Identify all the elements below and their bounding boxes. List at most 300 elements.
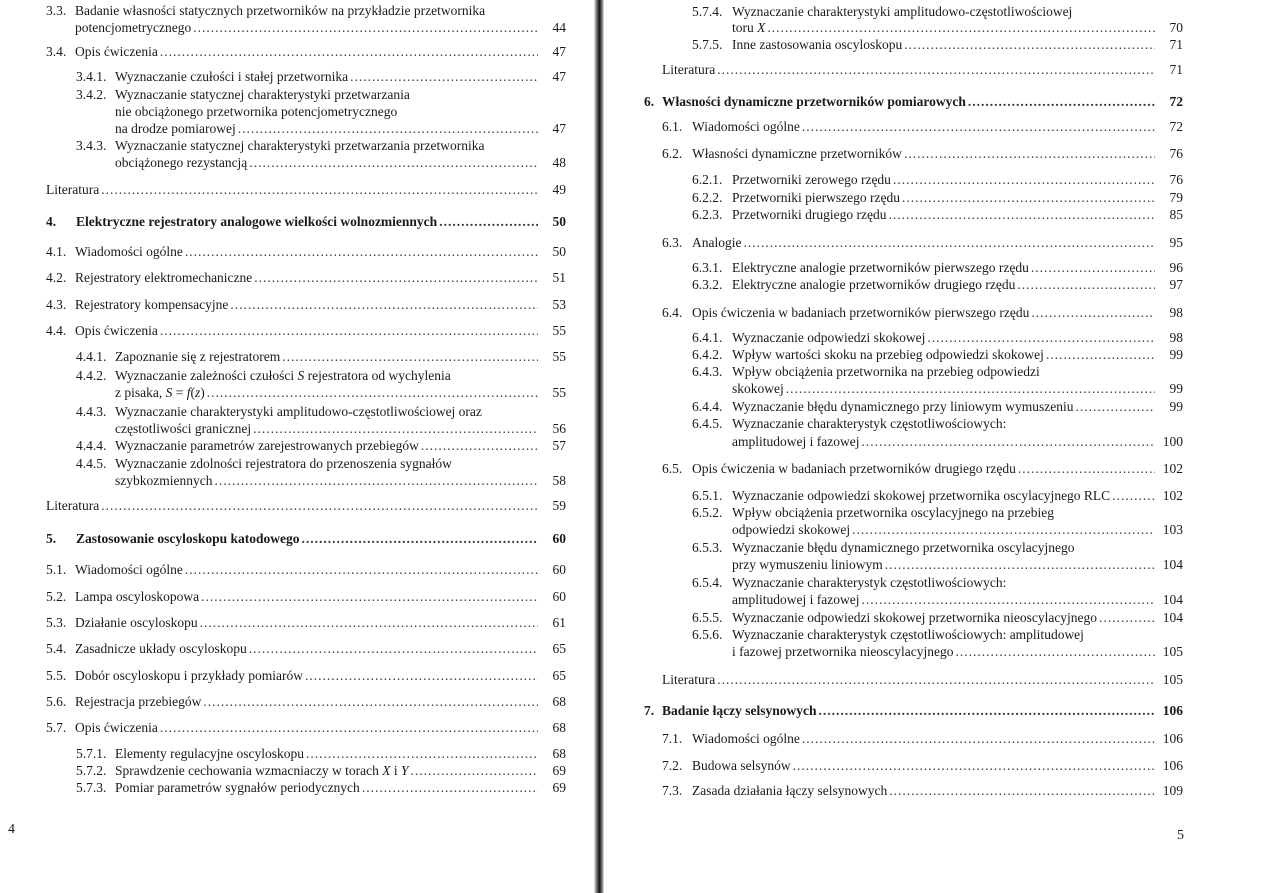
toc-entry-6-1-number: 6.1. [662,119,683,134]
toc-entry-6-3-title: Analogie [692,235,742,250]
toc-entry-5-3-title: Działanie oscyloskopu [75,615,198,630]
toc-entry-4-page: 50 [552,214,566,229]
toc-entry-4-4-1-page: 55 [552,349,566,364]
toc-entry-5-7-4-page: 70 [1169,20,1183,35]
toc-entry-5-2-title: Lampa oscyloskopowa [75,589,200,604]
dot-leader [350,69,538,85]
toc-entry-3-4-3-text-line: Wyznaczanie statycznej charakterystyki przetwarzania przetwornika 3.4.3. [76,138,485,153]
toc-entry-4-4-2-page: 55 [552,385,566,400]
toc-entry-6-5-2[interactable] [732,522,1183,538]
toc-entry-6-4-page: 98 [1169,305,1183,320]
toc-entry-5-7-number: 5.7. [46,720,67,735]
toc-entry-4-1-title: Wiadomości ogólne [75,244,183,259]
toc-entry-6-2-3[interactable] [692,207,1183,223]
dot-leader [1112,488,1155,504]
toc-entry-6-2-2-number: 6.2.2. [692,190,723,205]
dot-leader [282,349,538,365]
dot-leader [1017,277,1155,293]
toc-entry-literatura[interactable] [46,498,566,514]
toc-entry-literatura-page: 49 [552,182,566,197]
toc-entry-4-4-2[interactable] [115,385,566,401]
toc-entry-4-4-1-number: 4.4.1. [76,349,107,364]
dot-leader [185,562,538,578]
toc-entry-6-2-1-number: 6.2.1. [692,172,723,187]
toc-entry-5-2-number: 5.2. [46,589,67,604]
toc-entry-6-5-6-text-line: Wyznaczanie charakterystyk częstotliwościowych: amplitudowej 6.5.6. [692,627,1084,642]
dot-leader [193,20,538,36]
toc-entry-6-2-1-title: Przetworniki zerowego rzędu [732,172,891,187]
left-page [0,0,594,893]
toc-entry-4-4-1[interactable] [76,349,566,365]
toc-entry-6-2-2-title: Przetworniki pierwszego rzędu [732,190,900,205]
toc-entry-6-5-3-page: 104 [1162,557,1183,572]
dot-leader [203,694,538,710]
dot-leader [1031,305,1155,321]
dot-leader [160,720,538,736]
toc-entry-6-5-6-page: 105 [1162,644,1183,659]
toc-entry-6-4-2-page: 99 [1169,347,1183,362]
toc-entry-6-4-5-page: 100 [1162,434,1183,449]
toc-entry-7-1[interactable] [662,731,1183,747]
toc-entry-7-1-title: Wiadomości ogólne [692,731,800,746]
dot-leader [1046,347,1155,363]
dot-leader [302,531,538,547]
toc-entry-6-5-4[interactable] [732,592,1183,608]
toc-entry-6-4-3-title: skokowej [732,381,784,396]
toc-entry-5-1-page: 60 [552,562,566,577]
toc-entry-6-2-2-page: 79 [1169,190,1183,205]
toc-entry-6-5-2-title: odpowiedzi skokowej [732,522,851,537]
toc-entry-literatura-title: Literatura [46,182,100,197]
toc-entry-6-4-5-text-line: Wyznaczanie charakterystyk częstotliwościowych: 6.4.5. [692,416,1007,431]
dot-leader [968,94,1155,110]
toc-entry-6-5-1-page: 102 [1162,488,1183,503]
toc-entry-5-page: 60 [552,531,566,546]
dot-leader [885,557,1155,573]
toc-entry-6-page: 72 [1169,94,1183,109]
toc-entry-5-7-title: Opis ćwiczenia [75,720,158,735]
toc-entry-3-3-number: 3.3. [46,3,67,18]
toc-entry-5-2[interactable] [46,589,566,605]
toc-entry-4-4-5-page: 58 [552,473,566,488]
toc-entry-6-3-page: 95 [1169,235,1183,250]
toc-entry-6-title: Własności dynamiczne przetworników pomiarowych [662,94,966,109]
toc-entry-5-5-number: 5.5. [46,668,67,683]
toc-entry-4-4-1-title: Zapoznanie się z rejestratorem [115,349,281,364]
toc-entry-6-2-2[interactable] [692,190,1183,206]
toc-entry-6-2-3-title: Przetworniki drugiego rzędu [732,207,887,222]
toc-entry-6-3-2-page: 97 [1169,277,1183,292]
toc-entry-5-5-title: Dobór oscyloskopu i przykłady pomiarów [75,668,303,683]
toc-entry-6-4-1-number: 6.4.1. [692,330,723,345]
toc-entry-6-5-3-number: 6.5.3. [692,540,723,555]
dot-leader [101,182,538,198]
toc-entry-4-4-number: 4.4. [46,323,67,338]
toc-entry-6-3-1[interactable] [692,260,1183,276]
toc-entry-5-6-page: 68 [552,694,566,709]
toc-entry-5-7-3[interactable] [76,780,566,796]
dot-leader [201,589,538,605]
toc-entry-3-4-1-number: 3.4.1. [76,69,107,84]
toc-entry-4-number: 4. [46,214,57,229]
toc-entry-3-4-2-text-line: Wyznaczanie statycznej charakterystyki przetwarzania 3.4.2. [76,87,410,102]
dot-leader [819,703,1155,719]
toc-entry-3-4-2-title: na drodze pomiarowej [115,121,236,136]
dot-leader [421,438,538,454]
toc-entry-6-4-2-number: 6.4.2. [692,347,723,362]
toc-entry-5-1-title: Wiadomości ogólne [75,562,183,577]
dot-leader [101,498,538,514]
toc-entry-5-7-1[interactable] [76,746,566,762]
toc-entry-6-1[interactable] [662,119,1183,135]
dot-leader [207,385,538,401]
toc-entry-literatura-page: 71 [1169,62,1183,77]
toc-entry-5-6-title: Rejestracja przebiegów [75,694,202,709]
toc-entry-7-title: Badanie łączy selsynowych [662,703,817,718]
toc-entry-6-5-3-text-line: Wyznaczanie błędu dynamicznego przetwornika oscylacyjnego 6.5.3. [692,540,1075,555]
dot-leader [793,758,1155,774]
dot-leader [185,244,538,260]
toc-entry-6-4-3[interactable] [732,381,1183,397]
toc-entry-7-2-number: 7.2. [662,758,683,773]
toc-entry-7[interactable] [644,703,1183,719]
toc-entry-literatura[interactable] [46,182,566,198]
toc-entry-6-4-1-title: Wyznaczanie odpowiedzi skokowej [732,330,926,345]
toc-entry-literatura[interactable] [662,62,1183,78]
dot-leader [1075,399,1155,415]
toc-entry-4-4-3-page: 56 [552,421,566,436]
dot-leader [249,641,538,657]
toc-entry-3-4-2[interactable] [115,121,566,137]
dot-leader [802,119,1155,135]
toc-entry-6-2-3-page: 85 [1169,207,1183,222]
toc-entry-4-4-4-page: 57 [552,438,566,453]
toc-entry-4-4-4-title: Wyznaczanie parametrów zarejestrowanych przebiegów [115,438,419,453]
toc-entry-7-2-title: Budowa selsynów [692,758,791,773]
toc-entry-4-2-title: Rejestratory elektromechaniczne [75,270,253,285]
toc-entry-4-4-title: Opis ćwiczenia [75,323,158,338]
toc-entry-5-7-5-page: 71 [1169,37,1183,52]
toc-entry-6-3[interactable] [662,235,1183,251]
left-page-number: 4 [8,822,15,837]
toc-entry-6-5-1[interactable] [692,488,1183,504]
toc-entry-5-7-2-number: 5.7.2. [76,763,107,778]
toc-entry-6-4-1[interactable] [692,330,1183,346]
toc-entry-4-4[interactable] [46,323,566,339]
dot-leader [904,37,1155,53]
toc-entry-6-4-2-title: Wpływ wartości skoku na przebieg odpowiedzi skokowej [732,347,1044,362]
dot-leader [744,235,1156,251]
toc-entry-6-2-1-page: 76 [1169,172,1183,187]
toc-entry-6-2-title: Własności dynamiczne przetworników [692,146,902,161]
dot-leader [249,155,538,171]
toc-entry-3-4-2-number: 3.4.2. [76,87,107,102]
toc-entry-4-4-page: 55 [552,323,566,338]
right-page-number: 5 [1177,828,1184,843]
toc-entry-6-2-3-number: 6.2.3. [692,207,723,222]
toc-entry-5-1-number: 5.1. [46,562,67,577]
toc-entry-3-4[interactable] [46,44,566,60]
toc-entry-6-4-4-page: 99 [1169,399,1183,414]
toc-entry-7-number: 7. [644,703,655,718]
toc-entry-7-1-number: 7.1. [662,731,683,746]
toc-entry-5-7-3-page: 69 [552,780,566,795]
toc-entry-5-6-number: 5.6. [46,694,67,709]
toc-entry-4-2[interactable] [46,270,566,286]
toc-entry-6-5-5[interactable] [692,610,1183,626]
toc-entry-4-4-4[interactable] [76,438,566,454]
dot-leader [717,62,1155,78]
toc-entry-7-1-page: 106 [1162,731,1183,746]
toc-entry-4-4-3-text-line: Wyznaczanie charakterystyki amplitudowo-częstotliwościowej oraz 4.4.3. [76,404,482,419]
toc-entry-6-5-number: 6.5. [662,461,683,476]
toc-entry-6-5-4-page: 104 [1162,592,1183,607]
toc-entry-4-title: Elektryczne rejestratory analogowe wielkości wolnozmiennych [76,214,438,229]
toc-entry-5-6[interactable] [46,694,566,710]
toc-entry-5-number: 5. [46,531,57,546]
toc-entry-6-5-6-number: 6.5.6. [692,627,723,642]
toc-entry-4-3-title: Rejestratory kompensacyjne [75,297,229,312]
book-gutter [594,0,604,893]
toc-entry-6-4-number: 6.4. [662,305,683,320]
toc-entry-4-4-5[interactable] [115,473,566,489]
dot-leader [230,297,538,313]
toc-entry-5-5-page: 65 [552,668,566,683]
toc-entry-4-4-2-title: z pisaka, S = f(z) [115,385,205,400]
toc-entry-literatura-title: Literatura [46,498,100,513]
toc-entry-5-1[interactable] [46,562,566,578]
toc-entry-5-7-5[interactable] [692,37,1183,53]
dot-leader [889,783,1155,799]
dot-leader [904,146,1155,162]
dot-leader [893,172,1155,188]
toc-entry-6-5-5-title: Wyznaczanie odpowiedzi skokowej przetwornika nieoscylacyjnego [732,610,1098,625]
toc-entry-4-4-5-number: 4.4.5. [76,456,107,471]
toc-entry-6-5-5-number: 6.5.5. [692,610,723,625]
toc-entry-6-5-3-title: przy wymuszeniu liniowym [732,557,883,572]
dot-leader [160,44,538,60]
toc-entry-5-3-page: 61 [552,615,566,630]
toc-entry-5-7-4-title: toru X [732,20,766,35]
dot-leader [214,473,538,489]
toc-entry-4[interactable] [46,214,566,230]
toc-entry-6-4-4-title: Wyznaczanie błędu dynamicznego przy liniowym wymuszeniu [732,399,1074,414]
right-page [604,0,1261,893]
toc-entry-5-3[interactable] [46,615,566,631]
dot-leader [802,731,1155,747]
toc-entry-3-4-1-title: Wyznaczanie czułości i stałej przetwornika [115,69,349,84]
toc-entry-7-3[interactable] [662,783,1183,799]
toc-entry-5-7-4-text-line: Wyznaczanie charakterystyki amplitudowo-częstotliwościowej 5.7.4. [692,4,1073,19]
toc-entry-6-2-page: 76 [1169,146,1183,161]
toc-entry-4-3[interactable] [46,297,566,313]
toc-entry-4-1-page: 50 [552,244,566,259]
toc-entry-6-3-1-title: Elektryczne analogie przetworników pierwszego rzędu [732,260,1029,275]
toc-entry-6-3-1-page: 96 [1169,260,1183,275]
toc-entry-5-title: Zastosowanie oscyloskopu katodowego [76,531,300,546]
dot-leader [411,763,538,779]
toc-entry-6-2-1[interactable] [692,172,1183,188]
toc-entry-6-5-1-title: Wyznaczanie odpowiedzi skokowej przetwornika oscylacyjnego RLC [732,488,1111,503]
toc-entry-3-4-title: Opis ćwiczenia [75,44,158,59]
toc-entry-4-1-number: 4.1. [46,244,67,259]
toc-entry-3-4-page: 47 [552,44,566,59]
dot-leader [254,270,538,286]
toc-entry-4-2-number: 4.2. [46,270,67,285]
toc-entry-6-4-5-title: amplitudowej i fazowej [732,434,860,449]
dot-leader [200,615,538,631]
toc-entry-6-4-5[interactable] [732,434,1183,450]
toc-entry-literatura-title: Literatura [662,672,716,687]
toc-entry-literatura-page: 59 [552,498,566,513]
toc-entry-6-1-page: 72 [1169,119,1183,134]
toc-entry-3-4-2-page: 47 [552,121,566,136]
toc-entry-6-5-6[interactable] [732,644,1183,660]
toc-entry-5-7-2[interactable] [76,763,566,779]
dot-leader [861,592,1155,608]
dot-leader [767,20,1155,36]
toc-entry-4-2-page: 51 [552,270,566,285]
toc-entry-6-5-6-title: i fazowej przetwornika nieoscylacyjnego [732,644,954,659]
dot-leader [362,780,538,796]
dot-leader [956,644,1155,660]
dot-leader [238,121,538,137]
toc-entry-literatura-title: Literatura [662,62,716,77]
toc-entry-7-2[interactable] [662,758,1183,774]
dot-leader [439,214,538,230]
dot-leader [1031,260,1155,276]
toc-entry-6-3-number: 6.3. [662,235,683,250]
toc-entry-4-3-page: 53 [552,297,566,312]
toc-entry-6-5[interactable] [662,461,1183,477]
toc-entry-4-4-4-number: 4.4.4. [76,438,107,453]
toc-entry-6-1-title: Wiadomości ogólne [692,119,800,134]
toc-entry-5-3-number: 5.3. [46,615,67,630]
toc-entry-6[interactable] [644,94,1183,110]
toc-entry-6-5-1-number: 6.5.1. [692,488,723,503]
toc-entry-6-3-2-title: Elektryczne analogie przetworników drugiego rzędu [732,277,1016,292]
toc-entry-5-7-2-title: Sprawdzenie cechowania wzmacniaczy w torach X i Y [115,763,409,778]
toc-entry-7-3-number: 7.3. [662,783,683,798]
toc-entry-4-4-3-number: 4.4.3. [76,404,107,419]
toc-entry-3-4-1[interactable] [76,69,566,85]
toc-entry-6-4-2[interactable] [692,347,1183,363]
toc-entry-5-4-number: 5.4. [46,641,67,656]
dot-leader [305,668,538,684]
toc-entry-literatura[interactable] [662,672,1183,688]
toc-entry-3-4-3-title: obciążonego rezystancją [115,155,248,170]
toc-entry-5-7-3-title: Pomiar parametrów sygnałów periodycznych [115,780,360,795]
toc-entry-literatura-page: 105 [1162,672,1183,687]
toc-entry-3-4-2-text-line: nie obciążonego przetwornika potencjometrycznego [115,104,398,119]
dot-leader [1099,610,1155,626]
toc-entry-5-7-1-number: 5.7.1. [76,746,107,761]
toc-entry-3-4-1-page: 47 [552,69,566,84]
toc-entry-5-7-3-number: 5.7.3. [76,780,107,795]
toc-entry-6-4-1-page: 98 [1169,330,1183,345]
toc-entry-6-5-4-number: 6.5.4. [692,575,723,590]
toc-entry-6-4-4[interactable] [692,399,1183,415]
toc-entry-6-4-3-page: 99 [1169,381,1183,396]
toc-entry-6-5-2-page: 103 [1162,522,1183,537]
toc-entry-5-7-5-title: Inne zastosowania oscyloskopu [732,37,903,52]
dot-leader [160,323,538,339]
toc-entry-5-7-4[interactable] [732,20,1183,36]
toc-entry-3-4-3-page: 48 [552,155,566,170]
dot-leader [888,207,1155,223]
dot-leader [902,190,1155,206]
toc-entry-3-4-3[interactable] [115,155,566,171]
toc-entry-5-4[interactable] [46,641,566,657]
toc-entry-7-2-page: 106 [1162,758,1183,773]
toc-entry-4-4-5-text-line: Wyznaczanie zdolności rejestratora do przenoszenia sygnałów 4.4.5. [76,456,452,471]
toc-entry-5-7-page: 68 [552,720,566,735]
toc-entry-6-4-3-number: 6.4.3. [692,364,723,379]
toc-entry-4-1[interactable] [46,244,566,260]
toc-entry-5-7[interactable] [46,720,566,736]
dot-leader [253,421,538,437]
toc-entry-6-2-number: 6.2. [662,146,683,161]
toc-entry-3-3-page: 44 [552,20,566,35]
toc-entry-5-4-page: 65 [552,641,566,656]
toc-entry-7-3-page: 109 [1162,783,1183,798]
toc-entry-4-4-3[interactable] [115,421,566,437]
toc-entry-6-4-4-number: 6.4.4. [692,399,723,414]
toc-entry-6-5-page: 102 [1162,461,1183,476]
dot-leader [852,522,1155,538]
dot-leader [717,672,1155,688]
toc-entry-7-page: 106 [1162,703,1183,718]
toc-entry-3-3[interactable] [75,20,566,36]
toc-entry-6-5-2-number: 6.5.2. [692,505,723,520]
dot-leader [306,746,538,762]
toc-entry-5-5[interactable] [46,668,566,684]
toc-entry-6-5-4-title: amplitudowej i fazowej [732,592,860,607]
toc-entry-5-7-1-title: Elementy regulacyjne oscyloskopu [115,746,304,761]
toc-entry-5-7-1-page: 68 [552,746,566,761]
toc-entry-3-3-title: potencjometrycznego [75,20,192,35]
toc-entry-5-2-page: 60 [552,589,566,604]
dot-leader [1018,461,1155,477]
toc-entry-6-5-3[interactable] [732,557,1183,573]
toc-entry-6-4-title: Opis ćwiczenia w badaniach przetworników pierwszego rzędu [692,305,1030,320]
toc-entry-6-4-5-number: 6.4.5. [692,416,723,431]
toc-entry-6-3-1-number: 6.3.1. [692,260,723,275]
toc-entry-6-5-title: Opis ćwiczenia w badaniach przetworników drugiego rzędu [692,461,1016,476]
toc-entry-3-3-text-line: Badanie własności statycznych przetworników na przykładzie przetwornika 3.3. [46,3,486,18]
toc-entry-6-3-2-number: 6.3.2. [692,277,723,292]
toc-entry-5[interactable] [46,531,566,547]
toc-entry-5-7-5-number: 5.7.5. [692,37,723,52]
toc-entry-4-4-5-title: szybkozmiennych [115,473,213,488]
toc-entry-5-7-4-number: 5.7.4. [692,4,723,19]
toc-entry-4-4-3-title: częstotliwości granicznej [115,421,252,436]
toc-entry-6-5-5-page: 104 [1162,610,1183,625]
toc-entry-3-4-number: 3.4. [46,44,67,59]
toc-entry-4-3-number: 4.3. [46,297,67,312]
dot-leader [927,330,1155,346]
toc-entry-6-2[interactable] [662,146,1183,162]
toc-entry-5-4-title: Zasadnicze układy oscyloskopu [75,641,247,656]
toc-entry-6-number: 6. [644,94,655,109]
toc-entry-4-4-2-number: 4.4.2. [76,368,107,383]
toc-entry-6-5-2-text-line: Wpływ obciążenia przetwornika oscylacyjnego na przebieg 6.5.2. [692,505,1054,520]
toc-entry-3-4-3-number: 3.4.3. [76,138,107,153]
toc-entry-6-4[interactable] [662,305,1183,321]
toc-entry-7-3-title: Zasada działania łączy selsynowych [692,783,888,798]
toc-entry-6-5-4-text-line: Wyznaczanie charakterystyk częstotliwościowych: 6.5.4. [692,575,1007,590]
toc-entry-6-3-2[interactable] [692,277,1183,293]
